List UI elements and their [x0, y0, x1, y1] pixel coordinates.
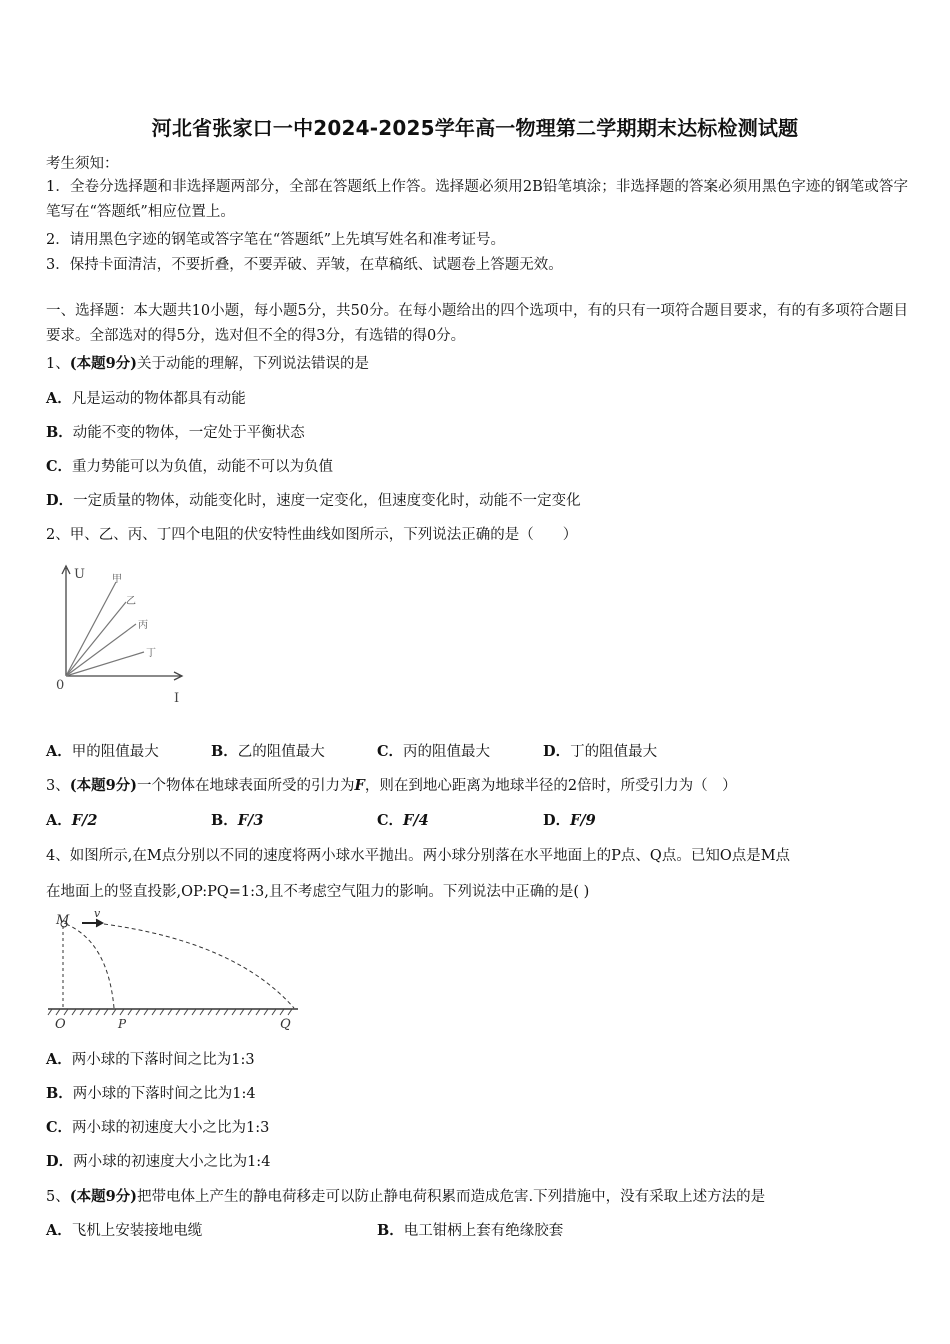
u-axis-label: U [74, 567, 85, 582]
notice-item-3: 3．保持卡面清洁，不要折叠，不要弄破、弄皱，在草稿纸、试题卷上答题无效。 [46, 257, 563, 273]
label-jia: 甲 [112, 574, 122, 585]
q1-tag: (本题9分) [69, 355, 138, 372]
q2-option-a: A．甲的阻值最大 [46, 743, 159, 760]
label-v: v [94, 907, 101, 920]
question-4-line-2: 在地面上的竖直投影,OP:PQ=1:3,且不考虑空气阻力的影响。下列说法中正确的是( ) [46, 884, 590, 900]
q3-option-a: A．F/2 [46, 812, 98, 829]
q1-stem: 关于动能的理解，下列说法错误的是 [137, 356, 370, 372]
q1-number: 1、 [46, 356, 70, 372]
q2-option-d: D．丁的阻值最大 [543, 743, 658, 760]
q5-number: 5、 [46, 1189, 70, 1205]
q1-option-a: A．凡是运动的物体都具有动能 [46, 390, 246, 407]
iv-curve-figure [50, 558, 190, 708]
label-bing: 丙 [138, 620, 148, 631]
q3-tag: (本题9分) [69, 777, 138, 794]
velocity-arrowhead [96, 919, 103, 927]
q3-option-b: B．F/3 [211, 812, 264, 829]
line-bing [66, 624, 136, 676]
q1-option-d: D．一定质量的物体，动能变化时，速度一定变化，但速度变化时，动能不一定变化 [46, 492, 581, 509]
question-4-line-1: 4、如图所示,在M点分别以不同的速度将两小球水平抛出。两小球分别落在水平地面上的P点、Q点。已知O点是M点 [46, 848, 791, 864]
section-instructions: 一、选择题：本大题共10小题，每小题5分，共50分。在每小题给出的四个选项中，有的只有一项符合题目要求，有的有多项符合题目要求。全部选对的得5分，选对但不全的得3分，有选错的得0分。 [46, 303, 908, 344]
origin-label: 0 [56, 678, 65, 693]
question-2: 2、甲、乙、丙、丁四个电阻的伏安特性曲线如图所示，下列说法正确的是（ ） [46, 527, 578, 543]
label-ding: 丁 [146, 648, 156, 659]
q1-option-b: B．动能不变的物体，一定处于平衡状态 [46, 424, 305, 441]
q3-number: 3、 [46, 778, 70, 794]
q2-option-c: C．丙的阻值最大 [377, 743, 491, 760]
q1-option-c: C．重力势能可以为负值，动能不可以为负值 [46, 458, 334, 475]
q5-option-b: B．电工钳柄上套有绝缘胶套 [377, 1222, 564, 1239]
q4-option-d: D．两小球的初速度大小之比为1:4 [46, 1153, 271, 1170]
q4-option-c: C．两小球的初速度大小之比为1:3 [46, 1119, 270, 1136]
projectile-figure [46, 906, 306, 1032]
q5-tag: (本题9分) [69, 1188, 138, 1205]
label-yi: 乙 [126, 596, 136, 607]
label-p: P [118, 1017, 127, 1031]
line-ding [66, 652, 144, 676]
line-yi [66, 602, 126, 676]
question-3: 3、(本题9分)一个物体在地球表面所受的引力为F，则在到地心距离为地球半径的2倍时，所受引力为（ ） [46, 777, 737, 794]
label-m: M [56, 913, 70, 928]
q3-option-d: D．F/9 [543, 812, 596, 829]
notice-item-2: 2．请用黑色字迹的钢笔或答字笔在“答题纸”上先填写姓名和准考证号。 [46, 232, 506, 248]
line-jia [66, 582, 116, 676]
q4-option-a: A．两小球的下落时间之比为1:3 [46, 1051, 255, 1068]
page-title: 河北省张家口一中2024-2025学年高一物理第二学期期末达标检测试题 [151, 116, 799, 140]
trajectory-q [104, 924, 294, 1008]
question-1 [46, 352, 369, 373]
notice-heading: 考生须知： [46, 156, 119, 172]
label-q: Q [280, 1017, 291, 1032]
q5-option-a: A．飞机上安装接地电缆 [46, 1222, 203, 1239]
ground-hatching [48, 1009, 292, 1015]
notice-item-1: 1．全卷分选择题和非选择题两部分，全部在答题纸上作答。选择题必须用2B铅笔填涂；非选择题的答案必须用黑色字迹的钢笔或答字笔写在“答题纸”相应位置上。 [46, 179, 908, 220]
label-o: O [55, 1017, 66, 1032]
trajectory-p [66, 924, 114, 1008]
question-5 [46, 1185, 765, 1206]
i-axis-label: I [174, 691, 180, 706]
q2-option-b: B．乙的阻值最大 [211, 743, 325, 760]
q4-option-b: B．两小球的下落时间之比为1:4 [46, 1085, 256, 1102]
q3-option-c: C．F/4 [377, 812, 429, 829]
q5-stem: 把带电体上产生的静电荷移走可以防止静电荷积累而造成危害.下列措施中，没有采取上述方法的是 [137, 1189, 766, 1205]
